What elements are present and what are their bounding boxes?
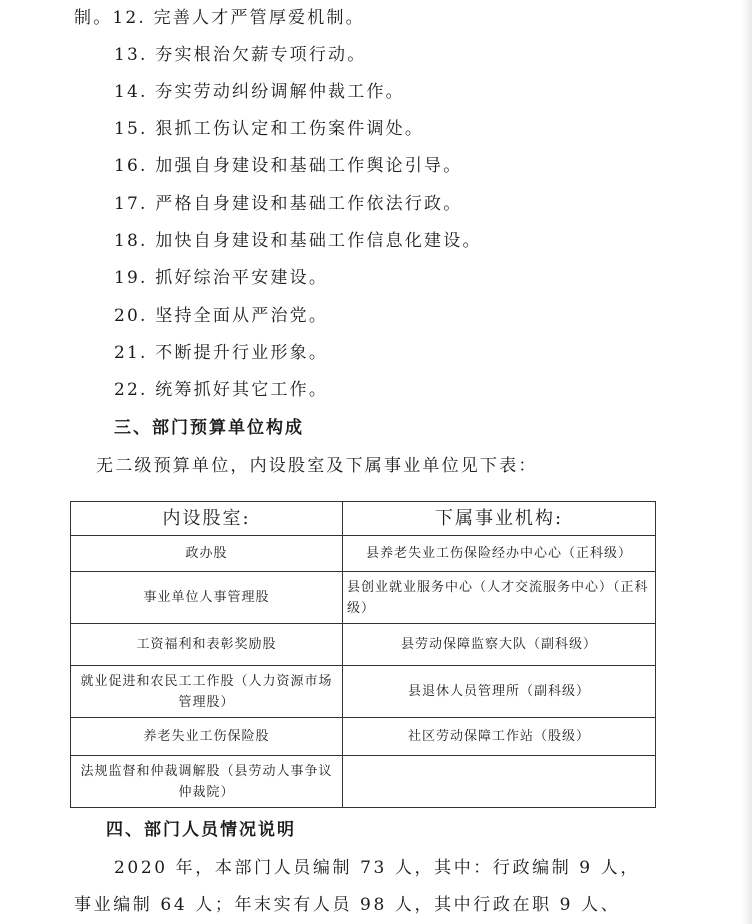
list-item-17: 17. 严格自身建设和基础工作依法行政。 xyxy=(114,194,463,214)
table-cell xyxy=(343,756,656,808)
table-cell: 县退休人员管理所（副科级） xyxy=(343,666,656,718)
page-edge-shadow xyxy=(742,0,752,924)
table-cell: 政办股 xyxy=(71,536,343,572)
table-row xyxy=(71,572,656,624)
list-item-19: 19. 抓好综治平安建设。 xyxy=(114,268,329,288)
list-item-16: 16. 加强自身建设和基础工作舆论引导。 xyxy=(114,156,463,176)
table-cell: 养老失业工伤保险股 xyxy=(71,718,343,756)
units-table xyxy=(70,501,656,808)
table-cell: 法规监督和仲裁调解股（县劳动人事争议仲裁院） xyxy=(71,756,343,808)
list-item-14: 14. 夯实劳动纠纷调解仲裁工作。 xyxy=(114,82,405,102)
list-item-21: 21. 不断提升行业形象。 xyxy=(114,343,329,363)
list-item-15: 15. 狠抓工伤认定和工伤案件调处。 xyxy=(114,119,425,139)
table-cell: 县养老失业工伤保险经办中心心（正科级） xyxy=(343,536,656,572)
table-row xyxy=(71,666,656,718)
table-header-row xyxy=(71,502,656,536)
section-heading-3: 三、部门预算单位构成 xyxy=(114,418,304,438)
column-header-subordinate-institutions: 下属事业机构: xyxy=(343,502,656,536)
list-item-20: 20. 坚持全面从严治党。 xyxy=(114,306,329,326)
section-heading-4: 四、部门人员情况说明 xyxy=(106,820,296,840)
table-row xyxy=(71,536,656,572)
table-cell: 社区劳动保障工作站（股级） xyxy=(343,718,656,756)
table-row xyxy=(71,718,656,756)
list-item-22: 22. 统筹抓好其它工作。 xyxy=(114,380,329,400)
section-4-paragraph-line-1: 2020 年，本部门人员编制 73 人，其中：行政编制 9 人， xyxy=(114,858,640,878)
list-item-12: 制。12. 完善人才严管厚爱机制。 xyxy=(74,8,365,28)
table-cell: 就业促进和农民工工作股（人力资源市场管理股） xyxy=(71,666,343,718)
section-4-paragraph-line-2: 事业编制 64 人；年末实有人员 98 人，其中行政在职 9 人、 xyxy=(74,895,621,915)
table-cell: 工资福利和表彰奖励股 xyxy=(71,624,343,666)
table-cell: 县创业就业服务中心（人才交流服务中心）（正科级） xyxy=(343,572,656,624)
list-item-18: 18. 加快自身建设和基础工作信息化建设。 xyxy=(114,231,482,251)
table-row xyxy=(71,756,656,808)
table-cell: 县劳动保障监察大队（副科级） xyxy=(343,624,656,666)
table-row xyxy=(71,624,656,666)
section-3-intro: 无二级预算单位，内设股室及下属事业单位见下表： xyxy=(96,456,538,476)
list-item-13: 13. 夯实根治欠薪专项行动。 xyxy=(114,45,367,65)
table-cell: 事业单位人事管理股 xyxy=(71,572,343,624)
column-header-internal-sections: 内设股室: xyxy=(71,502,343,536)
